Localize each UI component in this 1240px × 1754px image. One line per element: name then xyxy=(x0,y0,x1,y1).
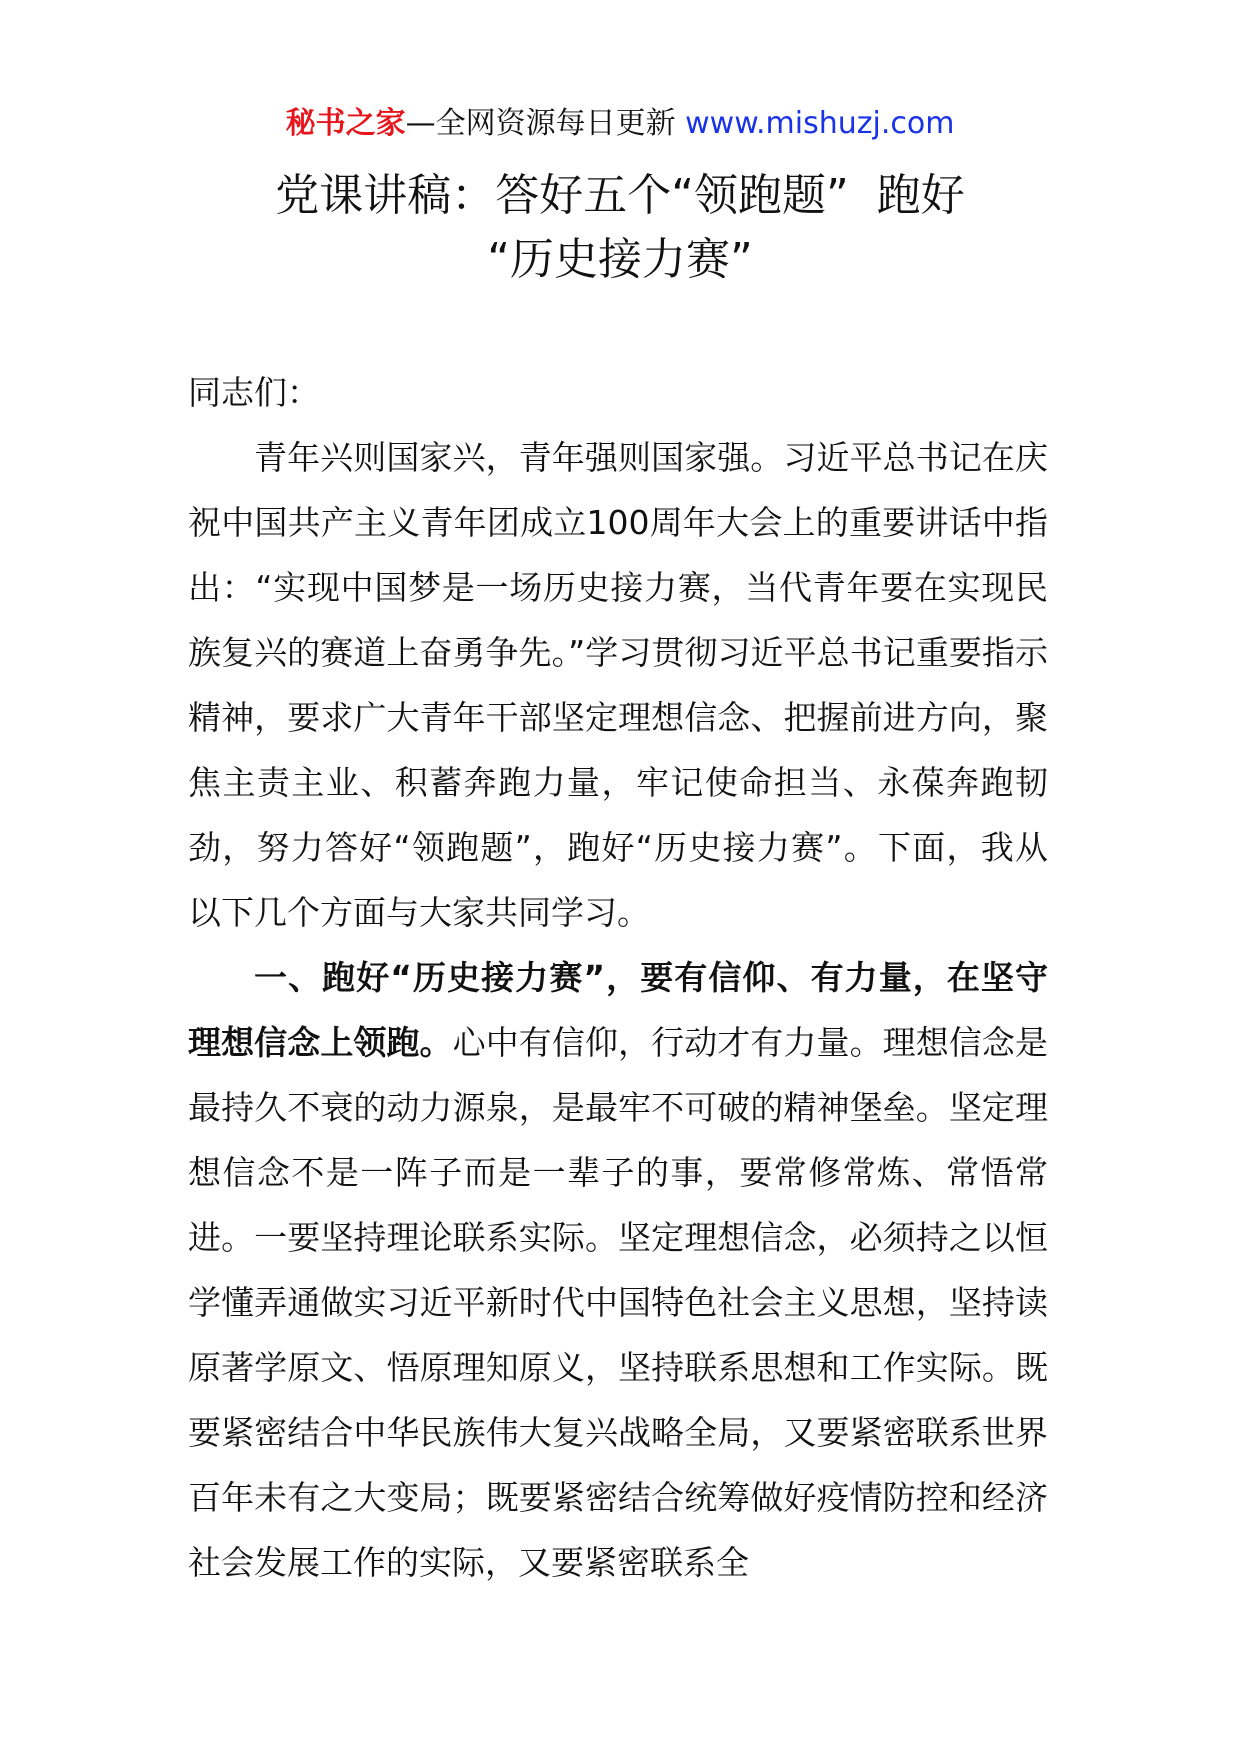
section-1-heading: 一、跑好“历史接力赛”，要有信仰、有力量，在坚守理想信念上领跑。 xyxy=(188,958,1048,1062)
document-title xyxy=(0,164,1240,292)
document-title-line-2: “历史接力赛” xyxy=(487,234,753,285)
site-url: www.mishuzj.com xyxy=(685,106,955,141)
paragraph-intro: 青年兴则国家兴，青年强则国家强。习近平总书记在庆祝中国共产主义青年团成立100周年大会上的重要讲话中指出：“实现中国梦是一场历史接力赛，当代青年要在实现民族复兴的赛道上奋勇争先。”学习贯彻习近平总书记重要指示精神，要求广大青年干部坚定理想信念、把握前进方向，聚焦主责主业、积蓄奔跑力量，牢记使命担当、永葆奔跑韧劲，努力答好“领跑题”，跑好“历史接力赛”。下面，我从以下几个方面与大家共同学习。 xyxy=(188,438,1048,932)
document-title-line-1: 党课讲稿：答好五个“领跑题” 跑好 xyxy=(275,170,965,221)
paragraph-section-1 xyxy=(188,945,1048,1595)
page-header xyxy=(0,104,1240,144)
salutation: 同志们： xyxy=(188,373,320,412)
section-1-text: 心中有信仰，行动才有力量。理想信念是最持久不衰的动力源泉，是最牢不可破的精神堡垒。坚定理想信念不是一阵子而是一辈子的事，要常修常炼、常悟常进。一要坚持理论联系实际。坚定理想信念，必须持之以恒学懂弄通做实习近平新时代中国特色社会主义思想，坚持读原著学原文、悟原理知原义，坚持联系思想和工作实际。既要紧密结合中华民族伟大复兴战略全局，又要紧密联系世界百年未有之大变局；既要紧密结合统筹做好疫情防控和经济社会发展工作的实际，又要紧密联系全 xyxy=(188,1023,1049,1582)
document-body xyxy=(188,360,1048,1595)
header-tagline: —全网资源每日更新 xyxy=(405,106,686,141)
brand-name: 秘书之家 xyxy=(285,106,406,141)
